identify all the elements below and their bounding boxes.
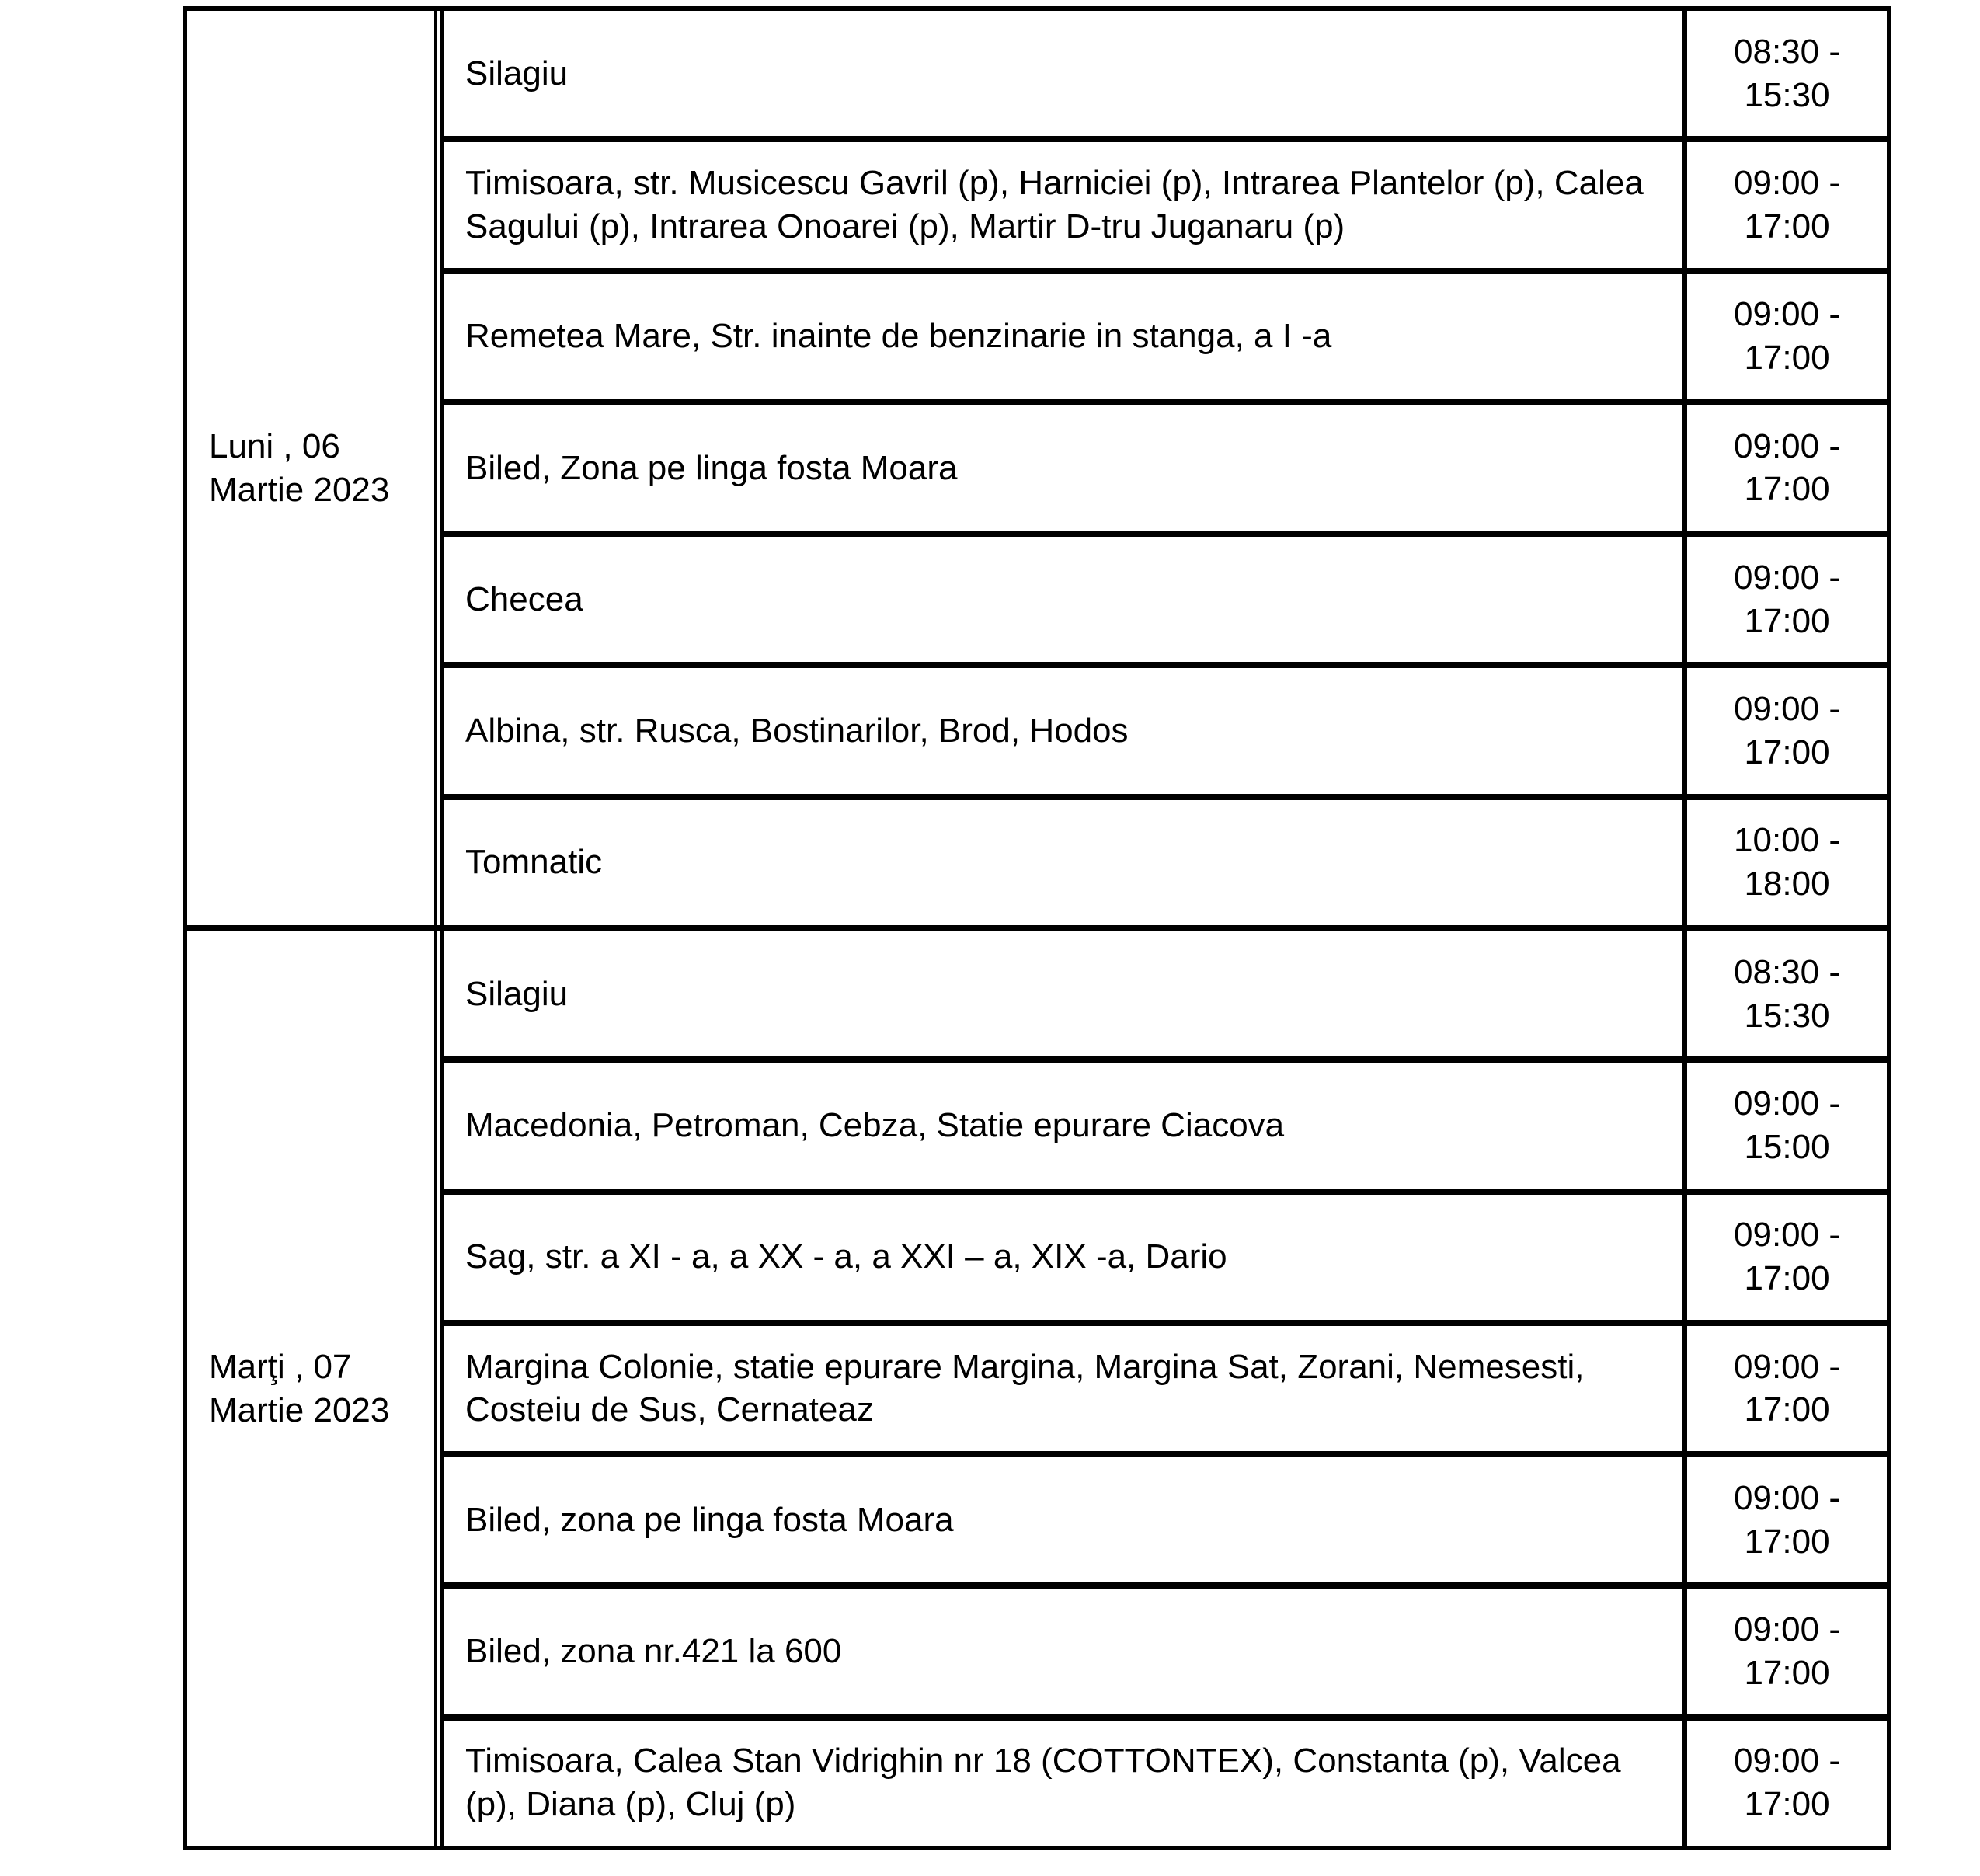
date-label: Luni , 06 Martie 2023 [209,426,390,509]
time-cell [1682,800,1887,925]
location-cell [444,142,1682,267]
location-cell [444,1195,1682,1320]
location-text: Silagiu [465,54,569,92]
location-text: Biled, Zona pe linga fosta Moara [465,448,958,487]
location-text: Margina Colonie, statie epurare Margina, Margina Sat, Zorani, Nemesesti, Costeiu de Sus, Cernateaz [465,1347,1585,1429]
time-text: 09:00 - 17:00 [1734,295,1840,378]
table-row [444,531,1887,662]
location-cell [444,1326,1682,1451]
time-cell [1682,1721,1887,1846]
table-row [444,1189,1887,1320]
time-cell [1682,405,1887,531]
location-cell [444,931,1682,1056]
time-cell [1682,1063,1887,1188]
location-text: Timisoara, Calea Stan Vidrighin nr 18 (COTTONTEX), Constanta (p), Valcea (p), Diana (p), Cluj (p) [465,1742,1621,1824]
time-text: 08:30 - 15:30 [1734,952,1840,1035]
table-row [444,1714,1887,1846]
time-text: 09:00 - 17:00 [1734,558,1840,640]
date-label: Marţi , 07 Martie 2023 [209,1347,390,1429]
outage-schedule-table [183,6,1891,1850]
time-cell [1682,668,1887,793]
time-cell [1682,1326,1887,1451]
time-text: 09:00 - 17:00 [1734,690,1840,772]
location-cell [444,537,1682,662]
time-text: 09:00 - 17:00 [1734,426,1840,509]
table-row [444,1320,1887,1451]
location-text: Biled, zona pe linga fosta Moara [465,1500,954,1539]
time-cell [1682,142,1887,267]
location-cell [444,1063,1682,1188]
time-text: 09:00 - 17:00 [1734,1478,1840,1561]
time-cell [1682,537,1887,662]
location-text: Biled, zona nr.421 la 600 [465,1632,842,1671]
location-cell [444,1721,1682,1846]
table-row [444,1582,1887,1714]
time-text: 09:00 - 17:00 [1734,1610,1840,1693]
time-cell [1682,1589,1887,1714]
day-block-monday [187,11,1887,925]
time-text: 08:30 - 15:30 [1734,32,1840,114]
location-text: Tomnatic [465,843,603,882]
table-row [444,662,1887,793]
time-cell [1682,11,1887,136]
location-cell [444,1457,1682,1582]
location-text: Silagiu [465,974,569,1013]
day-rows [444,11,1887,925]
table-row [444,268,1887,399]
time-text: 09:00 - 17:00 [1734,1742,1840,1824]
location-text: Timisoara, str. Musicescu Gavril (p), Harniciei (p), Intrarea Plantelor (p), Calea Sagului (p), Intrarea Onoarei (p), Martir D-tru Juganaru (p) [465,164,1644,245]
table-row [444,1451,1887,1582]
location-cell [444,11,1682,136]
day-block-tuesday [187,925,1887,1846]
time-cell [1682,274,1887,399]
table-row [444,1056,1887,1188]
table-row [444,399,1887,531]
time-text: 09:00 - 17:00 [1734,164,1840,245]
location-text: Checea [465,580,583,618]
location-text: Remetea Mare, Str. inainte de benzinarie in stanga, a I -a [465,317,1332,356]
time-cell [1682,931,1887,1056]
time-text: 09:00 - 15:00 [1734,1084,1840,1166]
time-cell [1682,1195,1887,1320]
location-cell [444,668,1682,793]
time-text: 09:00 - 17:00 [1734,1216,1840,1298]
day-rows [444,931,1887,1846]
date-cell [187,931,444,1846]
location-cell [444,1589,1682,1714]
time-cell [1682,1457,1887,1582]
location-cell [444,800,1682,925]
location-text: Albina, str. Rusca, Bostinarilor, Brod, Hodos [465,712,1129,750]
location-text: Macedonia, Petroman, Cebza, Statie epurare Ciacova [465,1105,1285,1144]
time-text: 10:00 - 18:00 [1734,821,1840,903]
location-cell [444,405,1682,531]
table-row [444,794,1887,925]
table-row [444,136,1887,267]
table-row [444,11,1887,136]
location-cell [444,274,1682,399]
time-text: 09:00 - 17:00 [1734,1347,1840,1429]
location-text: Sag, str. a XI - a, a XX - a, a XXI – a, XIX -a, Dario [465,1237,1227,1276]
table-row [444,931,1887,1056]
date-cell [187,11,444,925]
